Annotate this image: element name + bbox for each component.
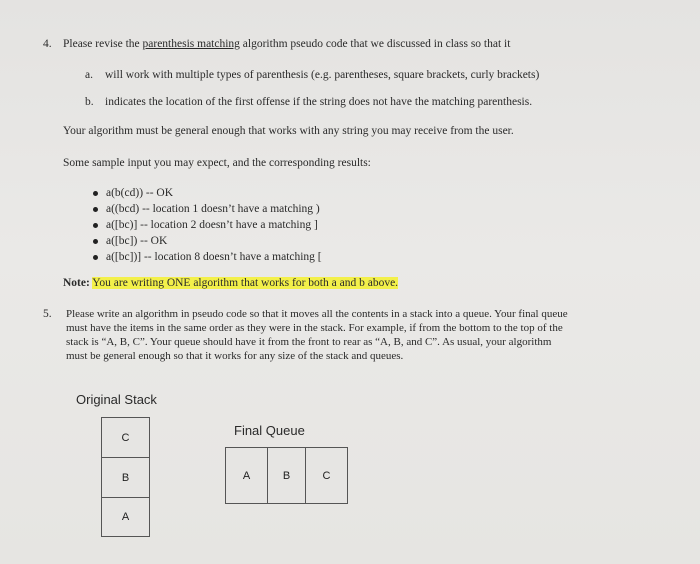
- q5-line-3: stack is “A, B, C”. Your queue should have it from the front to rear as “A, B, and C”. As usual, your algorithm: [66, 336, 552, 348]
- note-label: Note:: [63, 277, 90, 289]
- q5-number: 5.: [43, 308, 52, 320]
- q5-line-1: Please write an algorithm in pseudo code so that it moves all the contents in a stack into a queue. Your final queue: [66, 308, 568, 320]
- stack-title: Original Stack: [76, 392, 157, 407]
- sample-item-2: a((bcd) -- location 1 doesn’t have a matching ): [106, 203, 320, 215]
- note-highlighted-text: You are writing ONE algorithm that works for both a and b above.: [92, 277, 399, 289]
- q4-intro-start: Please revise the: [63, 38, 143, 50]
- queue-cell-middle: B: [267, 447, 305, 504]
- q5-line-2: must have the items in the same order as they were in the stack. For example, if from the bottom to the top of the: [66, 322, 563, 334]
- q4-intro-end: algorithm pseudo code that we discussed in class so that it: [239, 38, 511, 50]
- q4-number: 4.: [43, 38, 52, 50]
- q4-note: [63, 276, 398, 290]
- q4-sample-intro: Some sample input you may expect, and the corresponding results:: [63, 157, 371, 169]
- sample-item-5: a([bc])] -- location 8 doesn’t have a matching [: [106, 251, 322, 263]
- q4-item-a-text: will work with multiple types of parenthesis (e.g. parentheses, square brackets, curly brackets): [105, 69, 540, 81]
- stack-cell-middle: B: [101, 457, 150, 497]
- q4-intro: [63, 37, 510, 51]
- sample-item-1: a(b(cd)) -- OK: [106, 187, 174, 199]
- q4-item-a-label: a.: [85, 69, 93, 81]
- bullet: [93, 191, 98, 196]
- bullet: [93, 239, 98, 244]
- queue-title: Final Queue: [234, 423, 305, 438]
- q4-general-text: Your algorithm must be general enough that works with any string you may receive from the user.: [63, 125, 514, 137]
- queue-cell-front: A: [225, 447, 267, 504]
- sample-item-3: a([bc)] -- location 2 doesn’t have a matching ]: [106, 219, 318, 231]
- stack-cell-bottom: A: [101, 497, 150, 537]
- q4-intro-underlined: parenthesis matching: [142, 38, 240, 50]
- q4-item-b-text: indicates the location of the first offense if the string does not have the matching parenthesis.: [105, 96, 533, 108]
- q4-item-b-label: b.: [85, 96, 94, 108]
- bullet: [93, 207, 98, 212]
- queue-cell-rear: C: [305, 447, 348, 504]
- q5-line-4: must be general enough so that it works for any size of the stack and queues.: [66, 350, 404, 362]
- sample-item-4: a([bc]) -- OK: [106, 235, 168, 247]
- stack-cell-top: C: [101, 417, 150, 457]
- bullet: [93, 223, 98, 228]
- bullet: [93, 255, 98, 260]
